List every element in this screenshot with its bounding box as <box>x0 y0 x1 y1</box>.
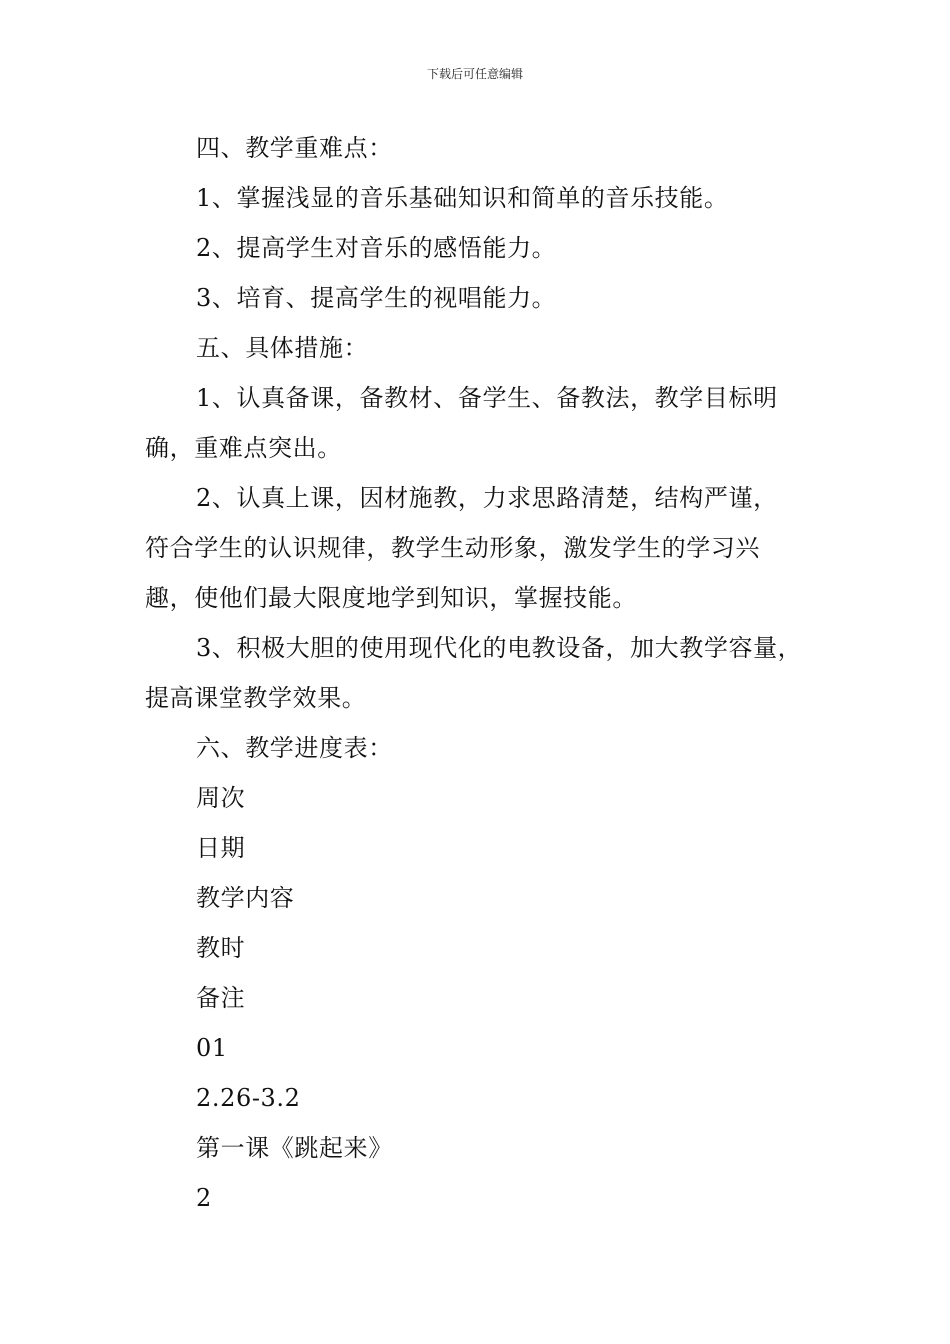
paragraph: 2、认真上课，因材施教，力求思路清楚，结构严谨， <box>196 484 778 512</box>
paragraph: 3、培育、提高学生的视唱能力。 <box>196 284 557 312</box>
table-header-content: 教学内容 <box>196 884 295 912</box>
table-cell-content: 第一课《跳起来》 <box>196 1134 393 1162</box>
table-cell-week: 01 <box>196 1034 228 1062</box>
paragraph-continuation: 确，重难点突出。 <box>145 434 342 462</box>
section-heading-key-points: 四、教学重难点： <box>196 134 393 162</box>
paragraph-continuation: 提高课堂教学效果。 <box>145 684 367 712</box>
table-header-notes: 备注 <box>196 984 246 1012</box>
table-cell-hours: 2 <box>196 1184 212 1212</box>
document-body <box>145 123 835 1223</box>
page-header: 下载后可任意编辑 <box>426 67 523 81</box>
table-header-date: 日期 <box>196 834 246 862</box>
section-heading-schedule: 六、教学进度表： <box>196 734 393 762</box>
paragraph: 3、积极大胆的使用现代化的电教设备，加大教学容量， <box>196 634 803 662</box>
table-header-week: 周次 <box>196 784 246 812</box>
paragraph: 2、提高学生对音乐的感悟能力。 <box>196 234 557 262</box>
paragraph: 1、认真备课，备教材、备学生、备教法，教学目标明 <box>196 384 778 412</box>
paragraph-continuation: 符合学生的认识规律，教学生动形象，激发学生的学习兴 <box>145 534 760 562</box>
section-heading-measures: 五、具体措施： <box>196 334 369 362</box>
table-header-hours: 教时 <box>196 934 246 962</box>
table-cell-date: 2.26-3.2 <box>196 1084 301 1112</box>
paragraph-continuation: 趣，使他们最大限度地学到知识，掌握技能。 <box>145 584 637 612</box>
paragraph: 1、掌握浅显的音乐基础知识和简单的音乐技能。 <box>196 184 729 212</box>
